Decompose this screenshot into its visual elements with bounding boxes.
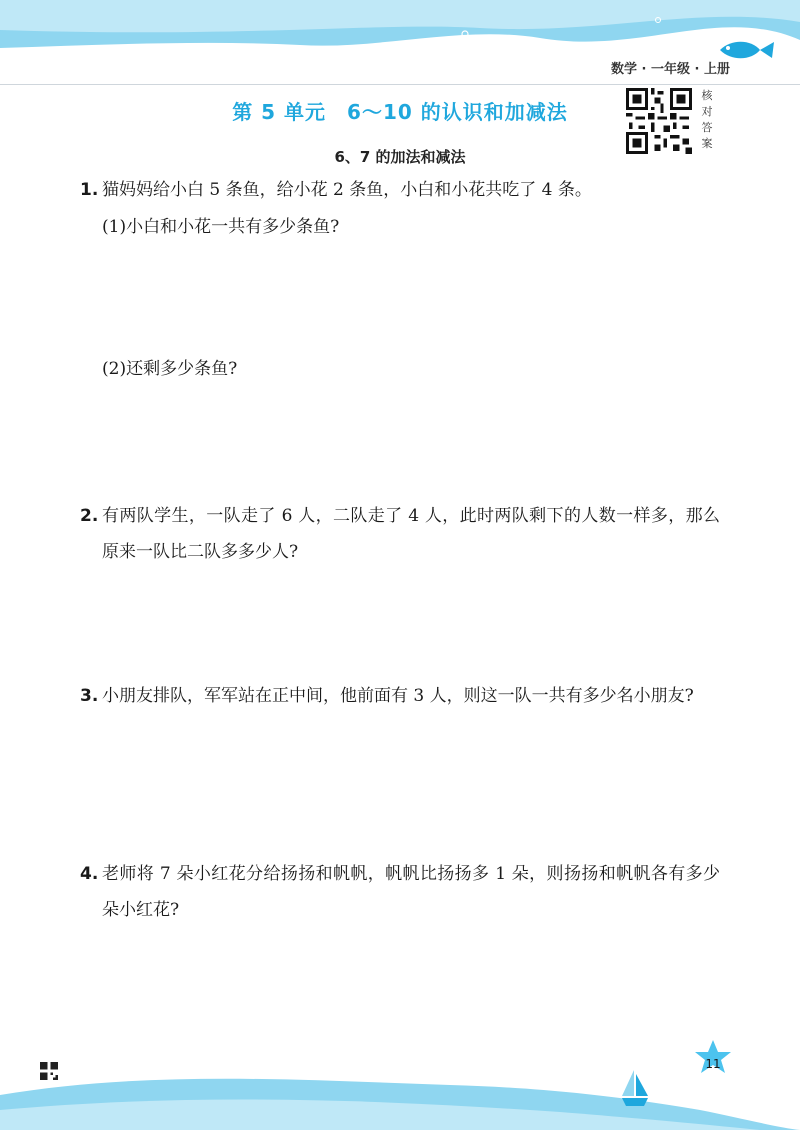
qr-label-char: 核 xyxy=(701,89,713,102)
question-number: 3. xyxy=(80,686,99,706)
qr-label-char: 答 xyxy=(701,121,713,134)
header-divider xyxy=(0,84,800,85)
footer-wave xyxy=(0,1030,800,1130)
question-text: 老师将 7 朵小红花分给扬扬和帆帆，帆帆比扬扬多 1 朵，则扬扬和帆帆各有多少朵小红花? xyxy=(102,864,720,920)
small-qr-icon xyxy=(40,1062,58,1080)
question-text: 猫妈妈给小白 5 条鱼，给小花 2 条鱼，小白和小花共吃了 4 条。 xyxy=(102,180,592,200)
qr-label-char: 对 xyxy=(701,105,713,118)
page-number: 11 xyxy=(705,1057,721,1071)
question-number: 4. xyxy=(80,864,99,884)
question-number: 2. xyxy=(80,506,99,526)
fish-icon xyxy=(720,42,774,59)
sailboat-icon xyxy=(622,1070,648,1106)
book-label: 数学 · 一年级 · 上册 xyxy=(611,62,730,77)
question-1-sub-2: (2)还剩多少条鱼? xyxy=(102,359,238,379)
qr-label-char: 案 xyxy=(701,137,713,150)
question-1 xyxy=(80,172,720,208)
question-text: 有两队学生，一队走了 6 人，二队走了 4 人，此时两队剩下的人数一样多，那么原来一队比二队多多少人? xyxy=(102,506,720,562)
question-number: 1. xyxy=(80,180,99,200)
qr-label xyxy=(700,88,714,152)
question-text: 小朋友排队，军军站在正中间，他前面有 3 人，则这一队一共有多少名小朋友? xyxy=(102,686,694,706)
section-title: 6、7 的加法和减法 xyxy=(334,148,466,166)
question-2 xyxy=(80,498,720,570)
unit-title: 第 5 单元 6～10 的认识和加减法 xyxy=(232,100,568,124)
qr-code-icon[interactable] xyxy=(626,88,692,154)
question-1-sub-1: (1)小白和小花一共有多少条鱼? xyxy=(102,217,340,237)
question-3 xyxy=(80,678,720,714)
question-4 xyxy=(80,856,720,928)
